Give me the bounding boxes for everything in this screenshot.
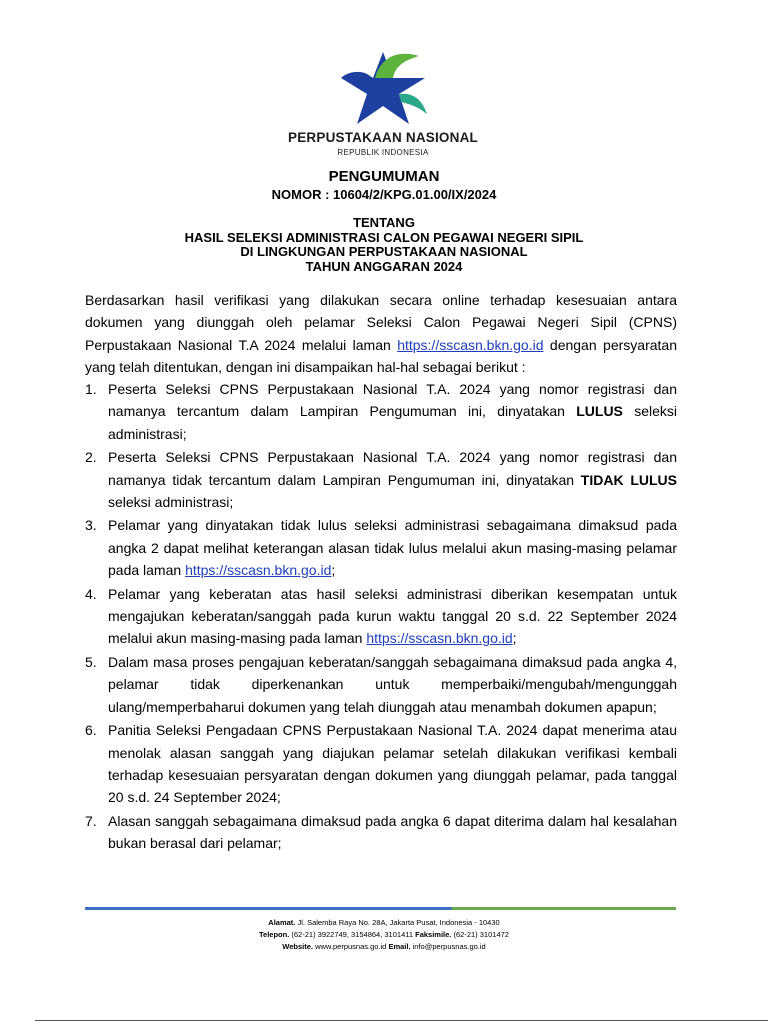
intro-text-before: Berdasarkan hasil verifikasi yang dilakukan secara online terhadap kesesuaian antara dokumen yang diunggah oleh pelamar Seleksi Calon Pegawai Negeri Sipil (CPNS) Perpustakaan Nasional T.A 2024 melalui laman: [85, 292, 677, 353]
about-label: TENTANG: [353, 215, 415, 230]
announcement-number: NOMOR : 10604/2/KPG.01.00/IX/2024: [271, 187, 497, 202]
list-item: [85, 719, 677, 809]
email-label: Email.: [388, 942, 411, 951]
item-text: Pelamar yang keberatan atas hasil seleksi administrasi diberikan kesempatan untuk mengajukan keberatan/sanggah pada kurun waktu tanggal 20 s.d. 22 September 2024 melalui akun masing-masing pada laman: [108, 585, 677, 647]
perpusnas-logo: [283, 48, 483, 166]
org-subtitle: REPUBLIK INDONESIA: [337, 148, 429, 157]
subject-line-2: DI LINGKUNGAN PERPUSTAKAAN NASIONAL: [240, 244, 528, 259]
list-item: [85, 446, 677, 513]
intro-paragraph: [85, 289, 677, 379]
item-text: ;: [512, 630, 517, 647]
footer-address: [0, 917, 768, 928]
org-name: PERPUSTAKAAN NASIONAL: [288, 130, 478, 145]
item-bold: TIDAK LULUS: [580, 471, 677, 488]
item-text: seleksi administrasi;: [108, 403, 678, 442]
sscasn-link[interactable]: https://sscasn.bkn.go.id: [397, 336, 544, 353]
announcement-list: [85, 378, 677, 856]
footer-phone: [0, 929, 768, 940]
website-value[interactable]: www.perpusnas.go.id: [315, 942, 387, 951]
website-label: Website.: [282, 942, 313, 951]
fax-value: (62-21) 3101472: [453, 930, 509, 939]
email-value[interactable]: info@perpusnas.go.id: [412, 942, 486, 951]
fax-label: Faksimile.: [415, 930, 452, 939]
list-item: [85, 514, 677, 581]
sscasn-link[interactable]: https://sscasn.bkn.go.id: [366, 630, 513, 647]
item-text: Peserta Seleksi CPNS Perpustakaan Nasional T.A. 2024 yang nomor registrasi dan namanya tidak tercantum dalam Lampiran Pengumuman ini, dinyatakan: [108, 449, 677, 488]
phone-value: (62-21) 3922749, 3154864, 3101411: [291, 930, 414, 939]
item-number: 3.: [85, 517, 97, 534]
item-number: 1.: [85, 381, 97, 397]
item-bold: LULUS: [576, 403, 623, 420]
announcement-title: PENGUMUMAN: [328, 168, 440, 185]
page-bottom-rule: [35, 1020, 768, 1021]
item-number: 7.: [85, 812, 97, 829]
item-text: ;: [331, 562, 336, 579]
sscasn-link[interactable]: https://sscasn.bkn.go.id: [185, 562, 332, 579]
item-text: seleksi administrasi;: [108, 494, 234, 511]
announcement-subject: [0, 216, 768, 274]
item-number: 5.: [85, 653, 97, 670]
list-item: [85, 583, 677, 650]
footer-divider: [85, 907, 676, 910]
list-item: [85, 810, 677, 855]
list-item: [85, 651, 677, 718]
item-number: 6.: [85, 722, 97, 739]
item-text: Panitia Seleksi Pengadaan CPNS Perpustakaan Nasional T.A. 2024 dapat menerima atau menolak alasan sanggah yang diajukan pelamar setelah dilakukan verifikasi kembali terhadap kesesuaian persyaratan dengan dokumen yang diunggah pelamar, pada tanggal 20 s.d. 24 September 2024;: [108, 722, 677, 806]
item-text: Alasan sanggah sebagaimana dimaksud pada angka 6 dapat diterima dalam hal kesalahan bukan berasal dari pelamar;: [108, 812, 677, 852]
footer-web: [0, 941, 768, 952]
address-label: Alamat.: [268, 918, 296, 927]
star-logo-icon: [337, 48, 429, 128]
item-text: Dalam masa proses pengajuan keberatan/sanggah sebagaimana dimaksud pada angka 4, pelamar tidak diperkenankan untuk memperbaiki/mengubah/mengunggah ulang/memperbaharui dokumen yang telah diunggah atau menambah dokumen apapun;: [108, 653, 677, 715]
list-item: [85, 378, 677, 445]
address-value: Jl. Salemba Raya No. 28A, Jakarta Pusat, Indonesia - 10430: [297, 918, 500, 927]
subject-line-1: HASIL SELEKSI ADMINISTRASI CALON PEGAWAI NEGERI SIPIL: [184, 229, 584, 245]
item-text: Pelamar yang dinyatakan tidak lulus seleksi administrasi sebagaimana dimaksud pada angka 2 dapat melihat keterangan alasan tidak lulus melalui akun masing-masing pelamar pada laman: [108, 517, 677, 579]
intro-text-after: dengan persyaratan yang telah ditentukan, dengan ini disampaikan hal-hal sebagai berikut :: [85, 336, 677, 376]
phone-label: Telepon.: [259, 930, 290, 939]
item-number: 4.: [85, 585, 97, 602]
item-text: Peserta Seleksi CPNS Perpustakaan Nasional T.A. 2024 yang nomor registrasi dan namanya tercantum dalam Lampiran Pengumuman ini, dinyatakan: [108, 381, 677, 420]
item-number: 2.: [85, 449, 97, 466]
subject-line-3: TAHUN ANGGARAN 2024: [305, 258, 463, 274]
